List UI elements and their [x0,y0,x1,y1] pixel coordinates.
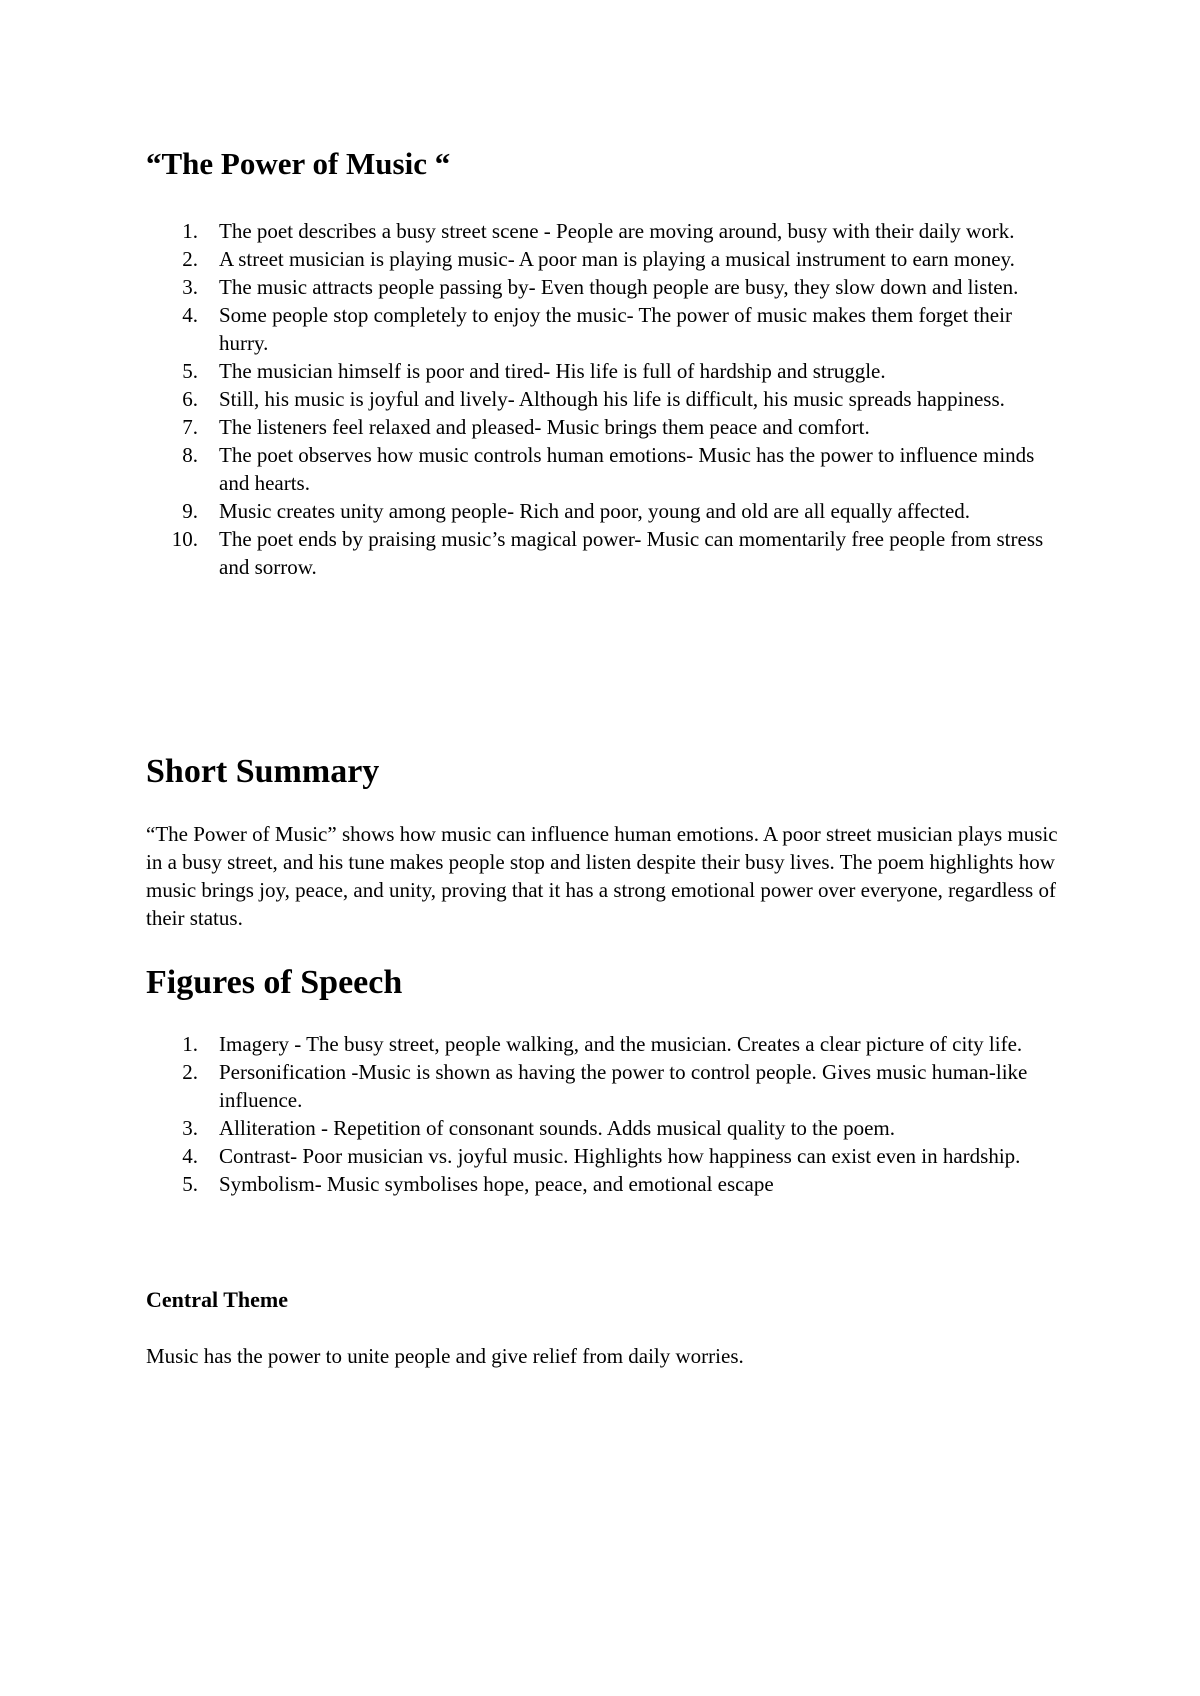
list-item-number: 1. [182,219,198,243]
list-item-number: 2. [182,247,198,271]
central-theme-heading: Central Theme [146,1287,288,1312]
list-item-text: The poet ends by praising music’s magical power- Music can momentarily free people from stress and sorrow. [219,527,1044,579]
document-title: “The Power of Music “ [146,146,451,181]
list-item-number: 5. [182,359,198,383]
list-item-number: 10. [171,527,198,551]
list-item-number: 5. [182,1172,198,1196]
list-item-number: 8. [182,443,198,467]
list-item [146,301,1066,357]
list-item [146,1030,1066,1058]
list-item-text: Still, his music is joyful and lively- Although his life is difficult, his music spreads happiness. [219,387,1005,411]
list-item [146,1058,1066,1114]
list-item-text: Contrast- Poor musician vs. joyful music. Highlights how happiness can exist even in hardship. [219,1144,1021,1168]
list-item-text: Music creates unity among people- Rich and poor, young and old are all equally affected. [219,499,971,523]
list-item-text: The musician himself is poor and tired- His life is full of hardship and struggle. [219,359,886,383]
figures-of-speech-list [146,1030,1066,1198]
list-item [146,1170,1066,1198]
list-item [146,357,1066,385]
list-item-text: Personification -Music is shown as having the power to control people. Gives music human-like influence. [219,1060,1028,1112]
list-item-text: The music attracts people passing by- Even though people are busy, they slow down and listen. [219,275,1019,299]
list-item [146,1114,1066,1142]
list-item-text: The listeners feel relaxed and pleased- Music brings them peace and comfort. [219,415,870,439]
list-item-number: 4. [182,303,198,327]
list-item [146,413,1066,441]
list-item [146,245,1066,273]
list-item-number: 6. [182,387,198,411]
central-theme-paragraph: Music has the power to unite people and give relief from daily worries. [146,1344,744,1368]
list-item-number: 1. [182,1032,198,1056]
list-item [146,525,1066,581]
list-item-text: Imagery - The busy street, people walking, and the musician. Creates a clear picture of city life. [219,1032,1023,1056]
list-item [146,217,1066,245]
list-item-number: 3. [182,275,198,299]
list-item-text: Some people stop completely to enjoy the music- The power of music makes them forget their hurry. [219,303,1012,355]
list-item-text: A street musician is playing music- A poor man is playing a musical instrument to earn money. [219,247,1015,271]
list-item [146,1142,1066,1170]
list-item-text: The poet describes a busy street scene - People are moving around, busy with their daily work. [219,219,1015,243]
list-item-number: 4. [182,1144,198,1168]
figures-of-speech-heading: Figures of Speech [146,964,403,1001]
list-item [146,497,1066,525]
points-list [146,217,1066,581]
list-item [146,273,1066,301]
list-item-number: 3. [182,1116,198,1140]
summary-paragraph: “The Power of Music” shows how music can influence human emotions. A poor street musician plays music in a busy street, and his tune makes people stop and listen despite their busy lives. The poem highlights how music brings joy, peace, and unity, proving that it has a strong emotional power over everyone, regardless of their status. [146,822,1058,930]
list-item-number: 9. [182,499,198,523]
list-item [146,441,1066,497]
list-item-number: 2. [182,1060,198,1084]
list-item-number: 7. [182,415,198,439]
list-item-text: Alliteration - Repetition of consonant sounds. Adds musical quality to the poem. [219,1116,895,1140]
summary-heading: Short Summary [146,753,380,790]
list-item-text: Symbolism- Music symbolises hope, peace, and emotional escape [219,1172,774,1196]
list-item [146,385,1066,413]
list-item-text: The poet observes how music controls human emotions- Music has the power to influence minds and hearts. [219,443,1035,495]
